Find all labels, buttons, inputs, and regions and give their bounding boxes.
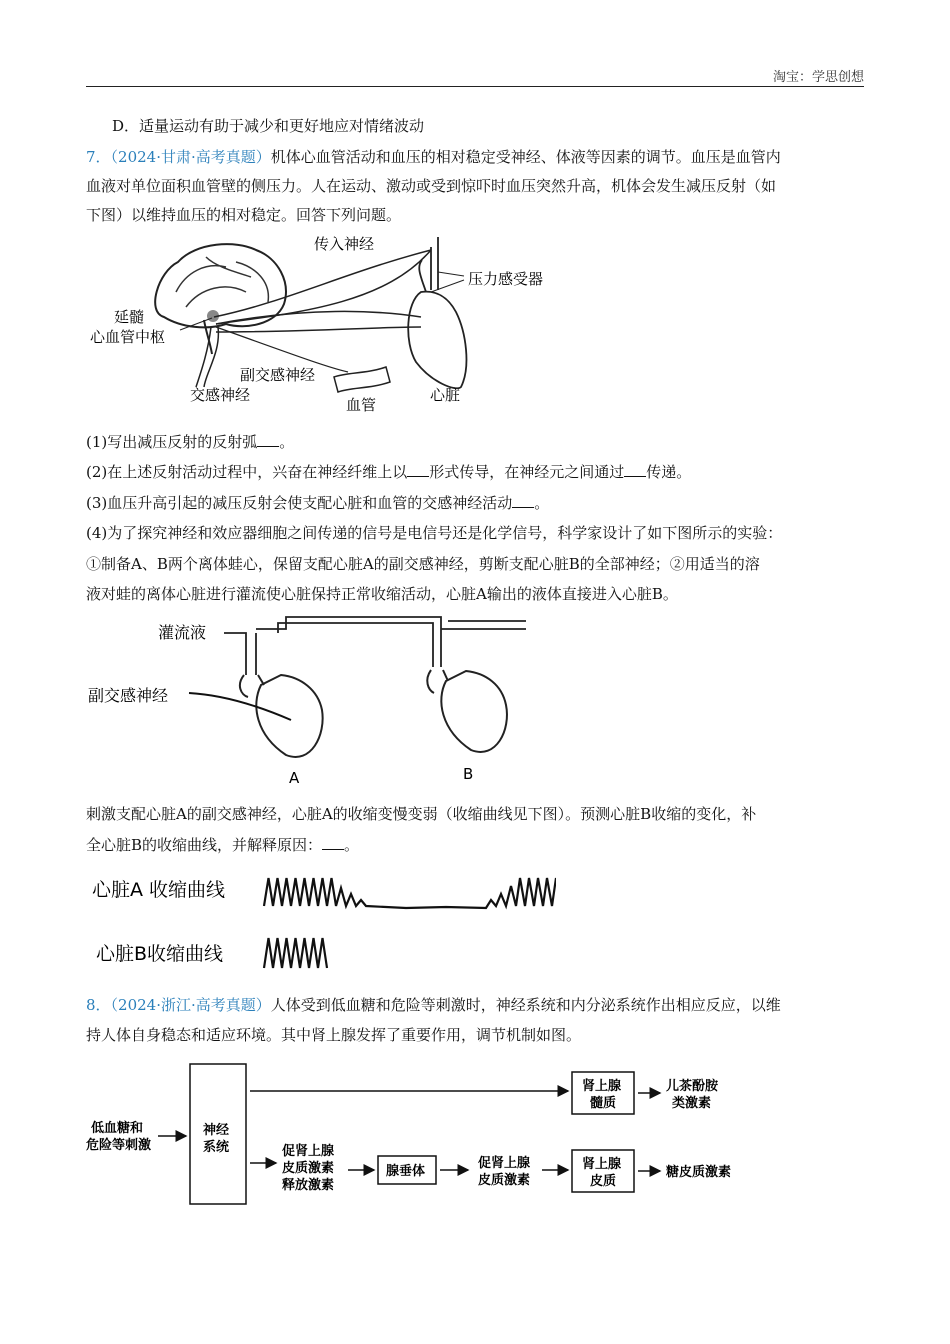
q8-line-1 — [86, 995, 866, 1015]
q7-line-3: 下图）以维持血压的相对稳定。回答下列问题。 — [86, 206, 402, 224]
after2-text: 全心脏B的收缩曲线，并解释原因： — [86, 836, 323, 854]
adrenal-flowchart — [86, 1060, 766, 1210]
heart-outline — [408, 292, 466, 389]
catecholamine-line-2: 类激素 — [672, 1096, 712, 1111]
aorta-vessels — [419, 237, 438, 292]
q7-number: 7． — [86, 148, 111, 166]
q7-sub-4-line-3: 液对蛙的离体心脏进行灌流使心脏保持正常收缩活动，心脏A输出的液体直接进入心脏B。 — [86, 585, 678, 603]
q8-source: （2024·浙江·高考真题） — [110, 996, 271, 1014]
sub1-end: 。 — [279, 433, 295, 451]
q7-sub-2 — [86, 462, 866, 482]
brainstem — [204, 320, 212, 354]
acth-line-2: 皮质激素 — [478, 1173, 531, 1188]
q7-sub-4: (4)为了探究神经和效应器细胞之间传递的信号是电信号还是化学信号，科学家设计了如下图所示的实验： — [86, 524, 783, 542]
ns-line-1: 神经 — [203, 1123, 230, 1138]
q7-sub-3 — [86, 493, 866, 513]
heart-b — [427, 670, 507, 752]
blank-3[interactable] — [624, 462, 646, 477]
label-vessel: 血管 — [346, 396, 377, 414]
label-heart: 心脏 — [430, 386, 461, 404]
stimulus-line-2: 危险等刺激 — [86, 1138, 152, 1153]
q7-line-2: 血液对单位面积血管壁的侧压力。人在运动、激动或受到惊吓时血压突然升高，机体会发生减压反射（如 — [86, 177, 777, 195]
crh-line-3: 释放激素 — [282, 1178, 335, 1193]
catecholamine-line-1: 儿茶酚胺 — [666, 1079, 719, 1094]
sub2-text-a: (2)在上述反射活动过程中，兴奋在神经纤维上以 — [86, 463, 408, 481]
q7-after-2 — [86, 835, 866, 855]
cortex-line-2: 皮质 — [590, 1174, 617, 1189]
sub2-text-b: 形式传导，在神经元之间通过 — [429, 463, 625, 481]
q7-after-1: 刺激支配心脏A的副交感神经，心脏A的收缩变慢变弱（收缩曲线见下图）。预测心脏B收缩的变化，补 — [86, 805, 757, 823]
sympathetic-nerve-2 — [204, 327, 218, 387]
tubes — [224, 617, 526, 675]
label-heart-a: A — [289, 769, 300, 787]
sub3-end: 。 — [534, 494, 550, 512]
crh-line-1: 促肾上腺 — [282, 1144, 335, 1159]
cortex-line-1: 肾上腺 — [582, 1157, 622, 1172]
glucocorticoid-label: 糖皮质激素 — [666, 1165, 732, 1180]
ns-line-2: 系统 — [203, 1140, 230, 1155]
label-curve-b: 心脏B收缩曲线 — [96, 943, 224, 965]
curve-b — [264, 938, 327, 968]
label-nerve: 副交感神经 — [88, 686, 169, 705]
q7-source: （2024·甘肃·高考真题） — [110, 148, 271, 166]
after2-end: 。 — [344, 836, 360, 854]
option-d: D．适量运动有助于减少和更好地应对情绪波动 — [112, 117, 425, 135]
medulla-line-2: 髓质 — [590, 1096, 617, 1111]
reflex-figure — [86, 232, 586, 422]
page-header — [86, 64, 864, 87]
sub3-text: (3)血压升高引起的减压反射会使支配心脏和血管的交感神经活动 — [86, 494, 513, 512]
sub1-text: (1)写出减压反射的反射弧 — [86, 433, 258, 451]
label-sympathetic: 交感神经 — [190, 386, 251, 404]
shop-label: 淘宝：学思创想 — [772, 70, 864, 85]
q7-sub-4-line-2: ①制备A、B两个离体蛙心，保留支配心脏A的副交感神经，剪断支配心脏B的全部神经；②用适当的溶 — [86, 555, 760, 573]
contraction-curves — [86, 866, 556, 976]
stimulus-line-1: 低血糖和 — [91, 1121, 144, 1136]
acth-line-1: 促肾上腺 — [478, 1156, 531, 1171]
parasym-nerve-1 — [216, 311, 421, 324]
parasym-nerve-2 — [216, 327, 421, 332]
nerve-line — [189, 693, 291, 720]
baroreceptor-pointer-2 — [431, 280, 464, 292]
blank-4[interactable] — [512, 493, 534, 508]
sub2-text-c: 传递。 — [646, 463, 692, 481]
medulla-line-1: 肾上腺 — [582, 1079, 622, 1094]
label-baroreceptor: 压力感受器 — [468, 270, 544, 288]
pituitary-label: 腺垂体 — [386, 1164, 426, 1179]
blank-5[interactable] — [322, 835, 344, 850]
curve-a — [264, 878, 556, 908]
label-medulla-1: 延髓 — [114, 308, 145, 326]
afferent-nerve-2 — [216, 250, 431, 324]
blank-1[interactable] — [257, 432, 279, 447]
label-medulla-2: 心血管中枢 — [90, 328, 166, 346]
blank-2[interactable] — [407, 462, 429, 477]
q7-line-1 — [86, 147, 866, 167]
perfusion-figure — [86, 615, 546, 795]
crh-line-2: 皮质激素 — [282, 1161, 335, 1176]
q7-sub-1 — [86, 432, 866, 452]
label-parasym: 副交感神经 — [240, 366, 316, 384]
baroreceptor-pointer-1 — [438, 272, 464, 276]
q8-line-2: 持人体自身稳态和适应环境。其中肾上腺发挥了重要作用，调节机制如图。 — [86, 1026, 582, 1044]
label-curve-a: 心脏A 收缩曲线 — [92, 879, 226, 901]
q8-number: 8． — [86, 996, 111, 1014]
brain-folds — [176, 257, 268, 307]
q8-text-1: 人体受到低血糖和危险等刺激时，神经系统和内分泌系统作出相应反应，以维 — [270, 996, 781, 1014]
label-afferent: 传入神经 — [314, 235, 375, 253]
label-perfusate: 灌流液 — [158, 623, 207, 642]
label-heart-b: B — [463, 765, 474, 783]
q7-text-1: 机体心血管活动和血压的相对稳定受神经、体液等因素的调节。血压是血管内 — [270, 148, 781, 166]
